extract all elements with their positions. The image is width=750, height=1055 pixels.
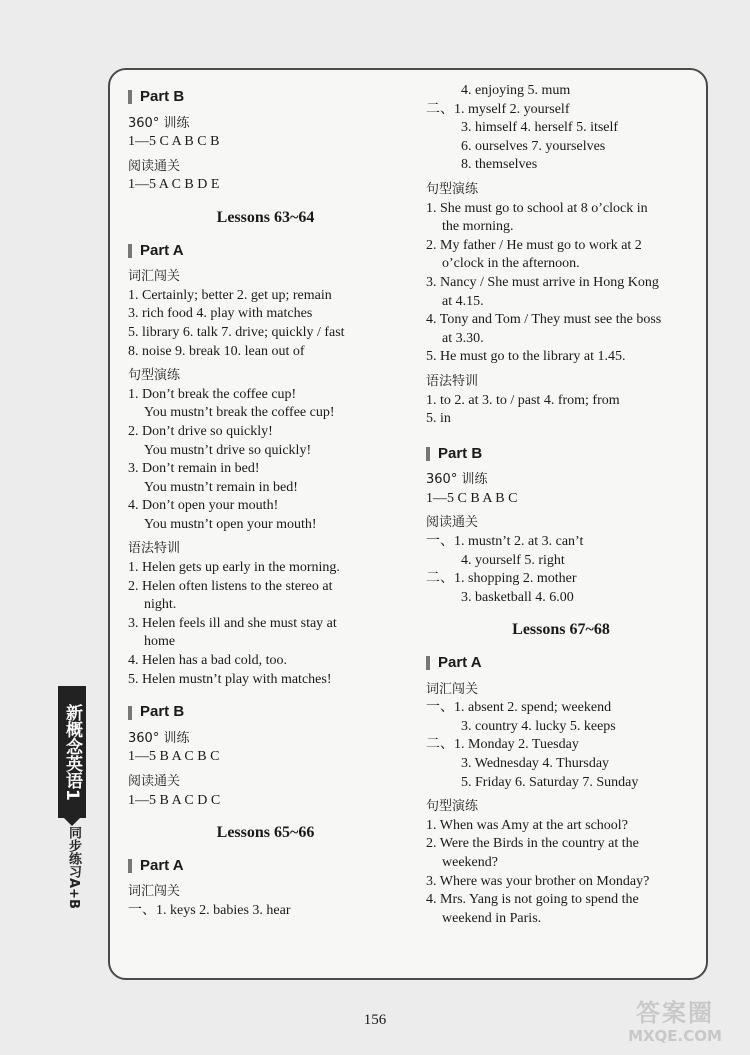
answer-line: 1—5 B A C B C xyxy=(128,749,220,765)
part-heading: Part A xyxy=(128,242,403,261)
answer-line: You mustn’t open your mouth! xyxy=(144,516,317,532)
answer-line: 4. Don’t open your mouth! xyxy=(128,498,279,514)
part-heading: Part B xyxy=(128,703,403,722)
answer-line: 3. Helen feels ill and she must stay at xyxy=(128,615,337,631)
answer-line: 1. She must go to school at 8 o’clock in xyxy=(426,200,648,216)
answer-line: the morning. xyxy=(442,219,514,235)
answer-line: 3. Where was your brother on Monday? xyxy=(426,873,650,889)
answer-line: 8. noise 9. break 10. lean out of xyxy=(128,343,305,359)
right-column xyxy=(426,82,696,928)
section-title: 词汇闯关 xyxy=(128,269,181,285)
answer-line: o’clock in the afternoon. xyxy=(442,256,580,272)
section-title: 词汇闯关 xyxy=(426,681,479,697)
answer-line: 5. Friday 6. Saturday 7. Sunday xyxy=(461,774,639,790)
section-title: 360° 训练 xyxy=(426,472,488,488)
answer-line: weekend in Paris. xyxy=(442,910,542,926)
answer-line: 3. basketball 4. 6.00 xyxy=(461,589,574,605)
answer-line: 2. My father / He must go to work at 2 xyxy=(426,237,642,253)
answer-line: 1. Helen gets up early in the morning. xyxy=(128,560,340,576)
answer-line: 5. library 6. talk 7. drive; quickly / fast xyxy=(128,324,345,340)
part-heading: Part A xyxy=(426,654,696,673)
answer-line: 4. Mrs. Yang is not going to spend the xyxy=(426,892,639,908)
section-title: 语法特训 xyxy=(426,373,479,389)
answer-line: 2. Were the Birds in the country at the xyxy=(426,836,639,852)
answer-line: 二、1. myself 2. yourself xyxy=(426,101,570,117)
answer-line: weekend? xyxy=(442,854,498,870)
answer-line: 4. yourself 5. right xyxy=(461,552,565,568)
answer-page xyxy=(108,68,708,980)
part-heading: Part B xyxy=(426,445,696,464)
lesson-title: Lessons 67~68 xyxy=(512,621,610,639)
section-title: 阅读通关 xyxy=(426,515,479,531)
answer-line: 2. Don’t drive so quickly! xyxy=(128,423,273,439)
watermark xyxy=(610,1000,740,1050)
answer-line: 1—5 A C B D E xyxy=(128,177,220,193)
answer-line: 6. ourselves 7. yourselves xyxy=(461,138,606,154)
answer-line: 1. Don’t break the coffee cup! xyxy=(128,386,297,402)
answer-line: night. xyxy=(144,597,177,613)
answer-line: 3. rich food 4. play with matches xyxy=(128,306,313,322)
answer-line: at 4.15. xyxy=(442,293,484,309)
part-heading: Part B xyxy=(128,88,403,107)
section-title: 句型演练 xyxy=(128,368,181,384)
answer-line: 5. in xyxy=(426,411,451,427)
lesson-title: Lessons 65~66 xyxy=(216,824,315,842)
answer-line: 二、1. Monday 2. Tuesday xyxy=(426,737,579,753)
answer-line: 一、1. keys 2. babies 3. hear xyxy=(128,902,291,918)
answer-line: 3. country 4. lucky 5. keeps xyxy=(461,718,616,734)
answer-line: 3. himself 4. herself 5. itself xyxy=(461,120,619,136)
triangle-marker-icon xyxy=(64,818,80,826)
answer-line: 二、1. shopping 2. mother xyxy=(426,571,577,587)
part-heading: Part A xyxy=(128,857,403,876)
section-title: 语法特训 xyxy=(128,541,181,557)
lesson-title: Lessons 63~64 xyxy=(216,208,315,226)
page-number: 156 xyxy=(363,1012,387,1028)
answer-line: 3. Nancy / She must arrive in Hong Kong xyxy=(426,274,659,290)
section-title: 360° 训练 xyxy=(128,730,190,746)
section-title: 词汇闯关 xyxy=(128,884,181,900)
section-title: 360° 训练 xyxy=(128,115,190,131)
answer-line: 1—5 B A C D C xyxy=(128,792,221,808)
answer-line: 1. Certainly; better 2. get up; remain xyxy=(128,287,332,303)
answer-line: You mustn’t remain in bed! xyxy=(144,479,298,495)
answer-line: 1. When was Amy at the art school? xyxy=(426,817,628,833)
answer-line: 5. Helen mustn’t play with matches! xyxy=(128,671,332,687)
answer-line: 4. Helen has a bad cold, too. xyxy=(128,653,288,669)
answer-line: 2. Helen often listens to the stereo at xyxy=(128,578,333,594)
answer-line: 5. He must go to the library at 1.45. xyxy=(426,349,626,365)
watermark-logo: 答案圈 xyxy=(636,999,714,1027)
answer-line: 3. Wednesday 4. Thursday xyxy=(461,756,610,771)
watermark-url: MXQE.COM xyxy=(628,1027,722,1045)
answer-line: You mustn’t drive so quickly! xyxy=(144,442,312,458)
left-column xyxy=(128,82,403,921)
book-title-tab: 新概念英语1 xyxy=(58,686,86,818)
answer-line: home xyxy=(144,634,176,650)
answer-line: 4. Tony and Tom / They must see the boss xyxy=(426,312,662,328)
answer-line: 一、1. absent 2. spend; weekend xyxy=(426,700,612,716)
answer-line: 3. Don’t remain in bed! xyxy=(128,461,260,477)
answer-line: 1—5 C B A B C xyxy=(426,490,518,506)
answer-line: 8. themselves xyxy=(461,157,538,173)
book-subtitle: 同步练习A+B xyxy=(66,826,81,909)
answer-line: 1. to 2. at 3. to / past 4. from; from xyxy=(426,392,620,408)
answer-line: at 3.30. xyxy=(442,330,484,346)
answer-line: 4. enjoying 5. mum xyxy=(461,83,571,98)
section-title: 句型演练 xyxy=(426,799,479,815)
answer-line: You mustn’t break the coffee cup! xyxy=(144,405,335,421)
answer-line: 一、1. mustn’t 2. at 3. can’t xyxy=(426,534,584,550)
section-title: 句型演练 xyxy=(426,181,479,197)
section-title: 阅读通关 xyxy=(128,774,181,789)
section-title: 阅读通关 xyxy=(128,158,181,174)
answer-line: 1—5 C A B C B xyxy=(128,134,220,150)
